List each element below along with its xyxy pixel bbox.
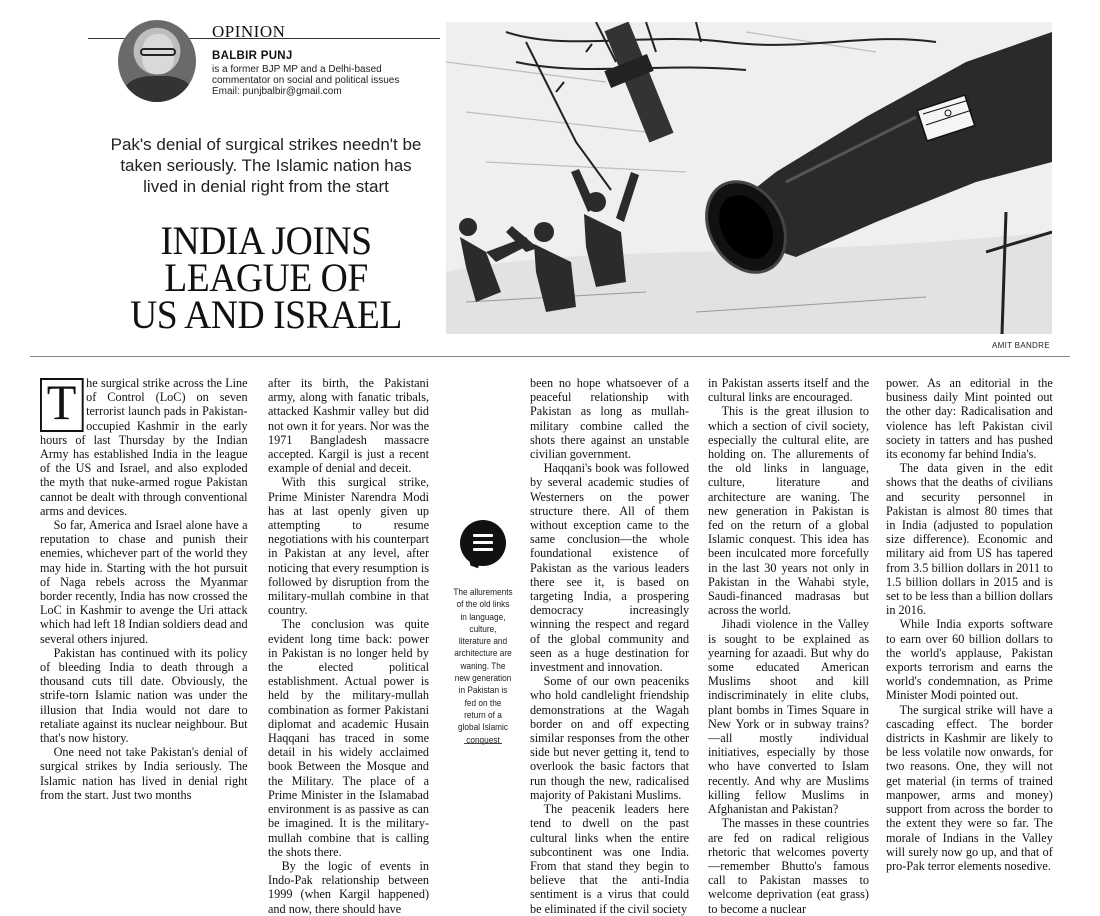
paragraph: Some of our own peaceniks who hold candlelight friendship demonstrations at the Wagah border on and off expecting similar responses from the other side but never getting it, tend to overlook the basic factors that run though the new, radicalised majority of Pakistani Muslims. [530, 674, 690, 802]
paragraph: Haqqani's book was followed by several academic studies of Westerners on the power structure there. All of them without exception came to the same conclusion—the whole foundational existence of Pakistan as the various leaders there see it, is based on targeting India, a prospering democracy increasingly winning the respect and regard of the global community and seen as a huge destination for investment and innovation. [530, 461, 690, 675]
paragraph: The surgical strike will have a cascading effect. The border districts in Kashmir are likely to be less volatile now onwards, for two reasons. One, they will not get material (in terms of trained manpower, arms and money) support from across the border to the extent they were so far. The morale of Indians in the Valley will surely now go up, and that of pro-Pak terror elements nosedive. [886, 702, 1053, 873]
author-name: BALBIR PUNJ [212, 50, 293, 62]
paragraph: Pakistan has continued with its policy of bleeding India to death through a thousand cuts till date. Obviously, the strife-torn Islamic nation was under the illusion that India would not dare to retaliate against its nuclear neighbour. But that's now history. [40, 645, 248, 746]
cartoon-svg [446, 22, 1052, 334]
article-column-4 [708, 376, 869, 916]
paragraph: This is the great illusion to which a section of civil society, especially the cultural elite, are holding on. The allurements of the old links in language, culture, literature and architecture are waning. The new generation in Pakistan is fed on the return of a global Islamic conquest. This idea has been inculcated more forcefully in the last 30 years not only in Pakistan in the Wahabi style, Saudi-financed madrasas but across the world. [708, 404, 870, 618]
paragraph: So far, America and Israel alone have a reputation to chase and punish their enemies, whichever part of the world they may hide in. Starting with the hot pursuit of Naga rebels across the Myanmar border recently, India has now crossed the LoC in Kashmir to avenge the Uri attack which had left 18 Indian soldiers dead and several others injured. [40, 518, 248, 646]
article-column-5 [886, 376, 1053, 873]
section-divider [30, 356, 1070, 357]
headline-line: US AND ISRAEL [130, 292, 402, 337]
deck-line: lived in denial right from the start [143, 177, 389, 196]
headline-line: INDIA JOINS [160, 218, 372, 263]
paragraph: The conclusion was quite evident long time back: power in Pakistan is no longer held by the elected political establishment. Actual power is held by the military-mullah combination as former Pakistani diplomat and academic Husain Haqqani has traced in some detail in his widely acclaimed book Between the Mosque and the Military. The place of a Prime Minister in the Islamabad environment is as passive as can be imagined. It is the military-mullah combine that is calling the shots there. [268, 617, 430, 859]
paragraph: he surgical strike across the Line of Control (LoC) on seven terrorist launch pads in Pakistan-occupied Kashmir in the early hours of last Thursday by the Indian Army has established India in the league of the US and Israel, and also exploded the myth that nuke-armed rogue Pakistan cannot be dealt with through conventional arms and devices. [40, 376, 248, 518]
paragraph: Jihadi violence in the Valley is sought to be explained as yearning for azaadi. But why do some educated American Muslims shoot and kill indiscriminately in elite clubs, plant bombs in Times Square in New York or in subway trains?—all mostly individual initiatives, especially by those who have converted to Islam recently. And why are Muslims killing fellow Muslims in Afghanistan and Pakistan? [708, 617, 870, 817]
paragraph: The data given in the edit shows that the deaths of civilians and security personnel in Pakistan is almost 80 times that in India (adjusted to population size difference). Economic and military aid from US has tapered from 3.5 billion dollars in 2011 to 1.5 billion dollars in 2015 and is set to be less than a billion dollars in 2016. [886, 461, 1053, 618]
deck-line: Pak's denial of surgical strikes needn't be [110, 135, 422, 154]
paragraph: The peacenik leaders here tend to dwell on the past cultural links when the entire subcontinent was one India. From that stand they begin to believe that the anti-India sentiment is a virus that could be eliminated if the civil society [530, 802, 690, 916]
pull-quote-rule [464, 743, 502, 744]
article-column-2 [268, 376, 429, 916]
illustration-credit: AMIT BANDRE [992, 341, 1050, 350]
author-bio-line: commentator on social and political issues [212, 75, 400, 86]
quote-bubble-icon [460, 520, 506, 566]
section-label: OPINION [212, 22, 286, 41]
cartoon-illustration [446, 22, 1052, 334]
article-deck [90, 134, 442, 197]
headline-line: LEAGUE OF [164, 255, 368, 300]
paragraph: One need not take Pakistan's denial of surgical strikes by India seriously. The Islamic nation has lived in denial right from the start. Just two months [40, 745, 248, 802]
author-email: Email: punjbalbir@gmail.com [212, 86, 342, 97]
paragraph: after its birth, the Pakistani army, along with fanatic tribals, attacked Kashmir valley but did not own it for years. Nor was the 1971 Bangladesh massacre accepted. Kargil is just a recent example of denial and deceit. [268, 376, 430, 476]
paragraph: While India exports software to earn over 60 billion dollars to the world's applause, Pakistan exports terrorism and earns the world's condemnation, as Prime Minister Modi pointed out. [886, 617, 1053, 703]
article-column-1 [40, 376, 248, 802]
author-bio [212, 64, 442, 97]
author-photo [118, 20, 196, 102]
paragraph: power. As an editorial in the business daily Mint pointed out the other day: Radicalisation and violence has left Pakistan civil society in tatters and has pushed its economy far behind India's. [886, 376, 1053, 462]
author-bio-line: is a former BJP MP and a Delhi-based [212, 64, 382, 75]
paragraph: been no hope whatsoever of a peaceful relationship with Pakistan as long as mullah-military combine called the shots there against an unstable civilian government. [530, 376, 690, 462]
article-headline [101, 218, 432, 337]
paragraph: With this surgical strike, Prime Minister Narendra Modi has at last openly given up attempting to resume negotiations with his counterpart in Pakistan at any level, after noticing that every resumption is followed by disruption from the military-mullah combine in that country. [268, 475, 430, 618]
paragraph: By the logic of events in Indo-Pak relationship between 1999 (when Kargil happened) and now, there should have [268, 858, 430, 916]
article-column-3 [530, 376, 689, 916]
paragraph: The masses in these countries are fed on radical religious rhetoric that welcomes poverty—remember Bhutto's famous call to Pakistan masses to welcome deprivation (eat grass) to become a nuclear [708, 816, 870, 916]
drop-cap: T [40, 376, 83, 432]
deck-line: taken seriously. The Islamic nation has [120, 156, 412, 175]
pull-quote: The allurements of the old links in language, culture, literature and architecture are waning. The new generation in Pakistan is fed on the return of a global Islamic conquest [453, 587, 513, 745]
paragraph: in Pakistan asserts itself and the cultural links are encouraged. [708, 376, 870, 405]
